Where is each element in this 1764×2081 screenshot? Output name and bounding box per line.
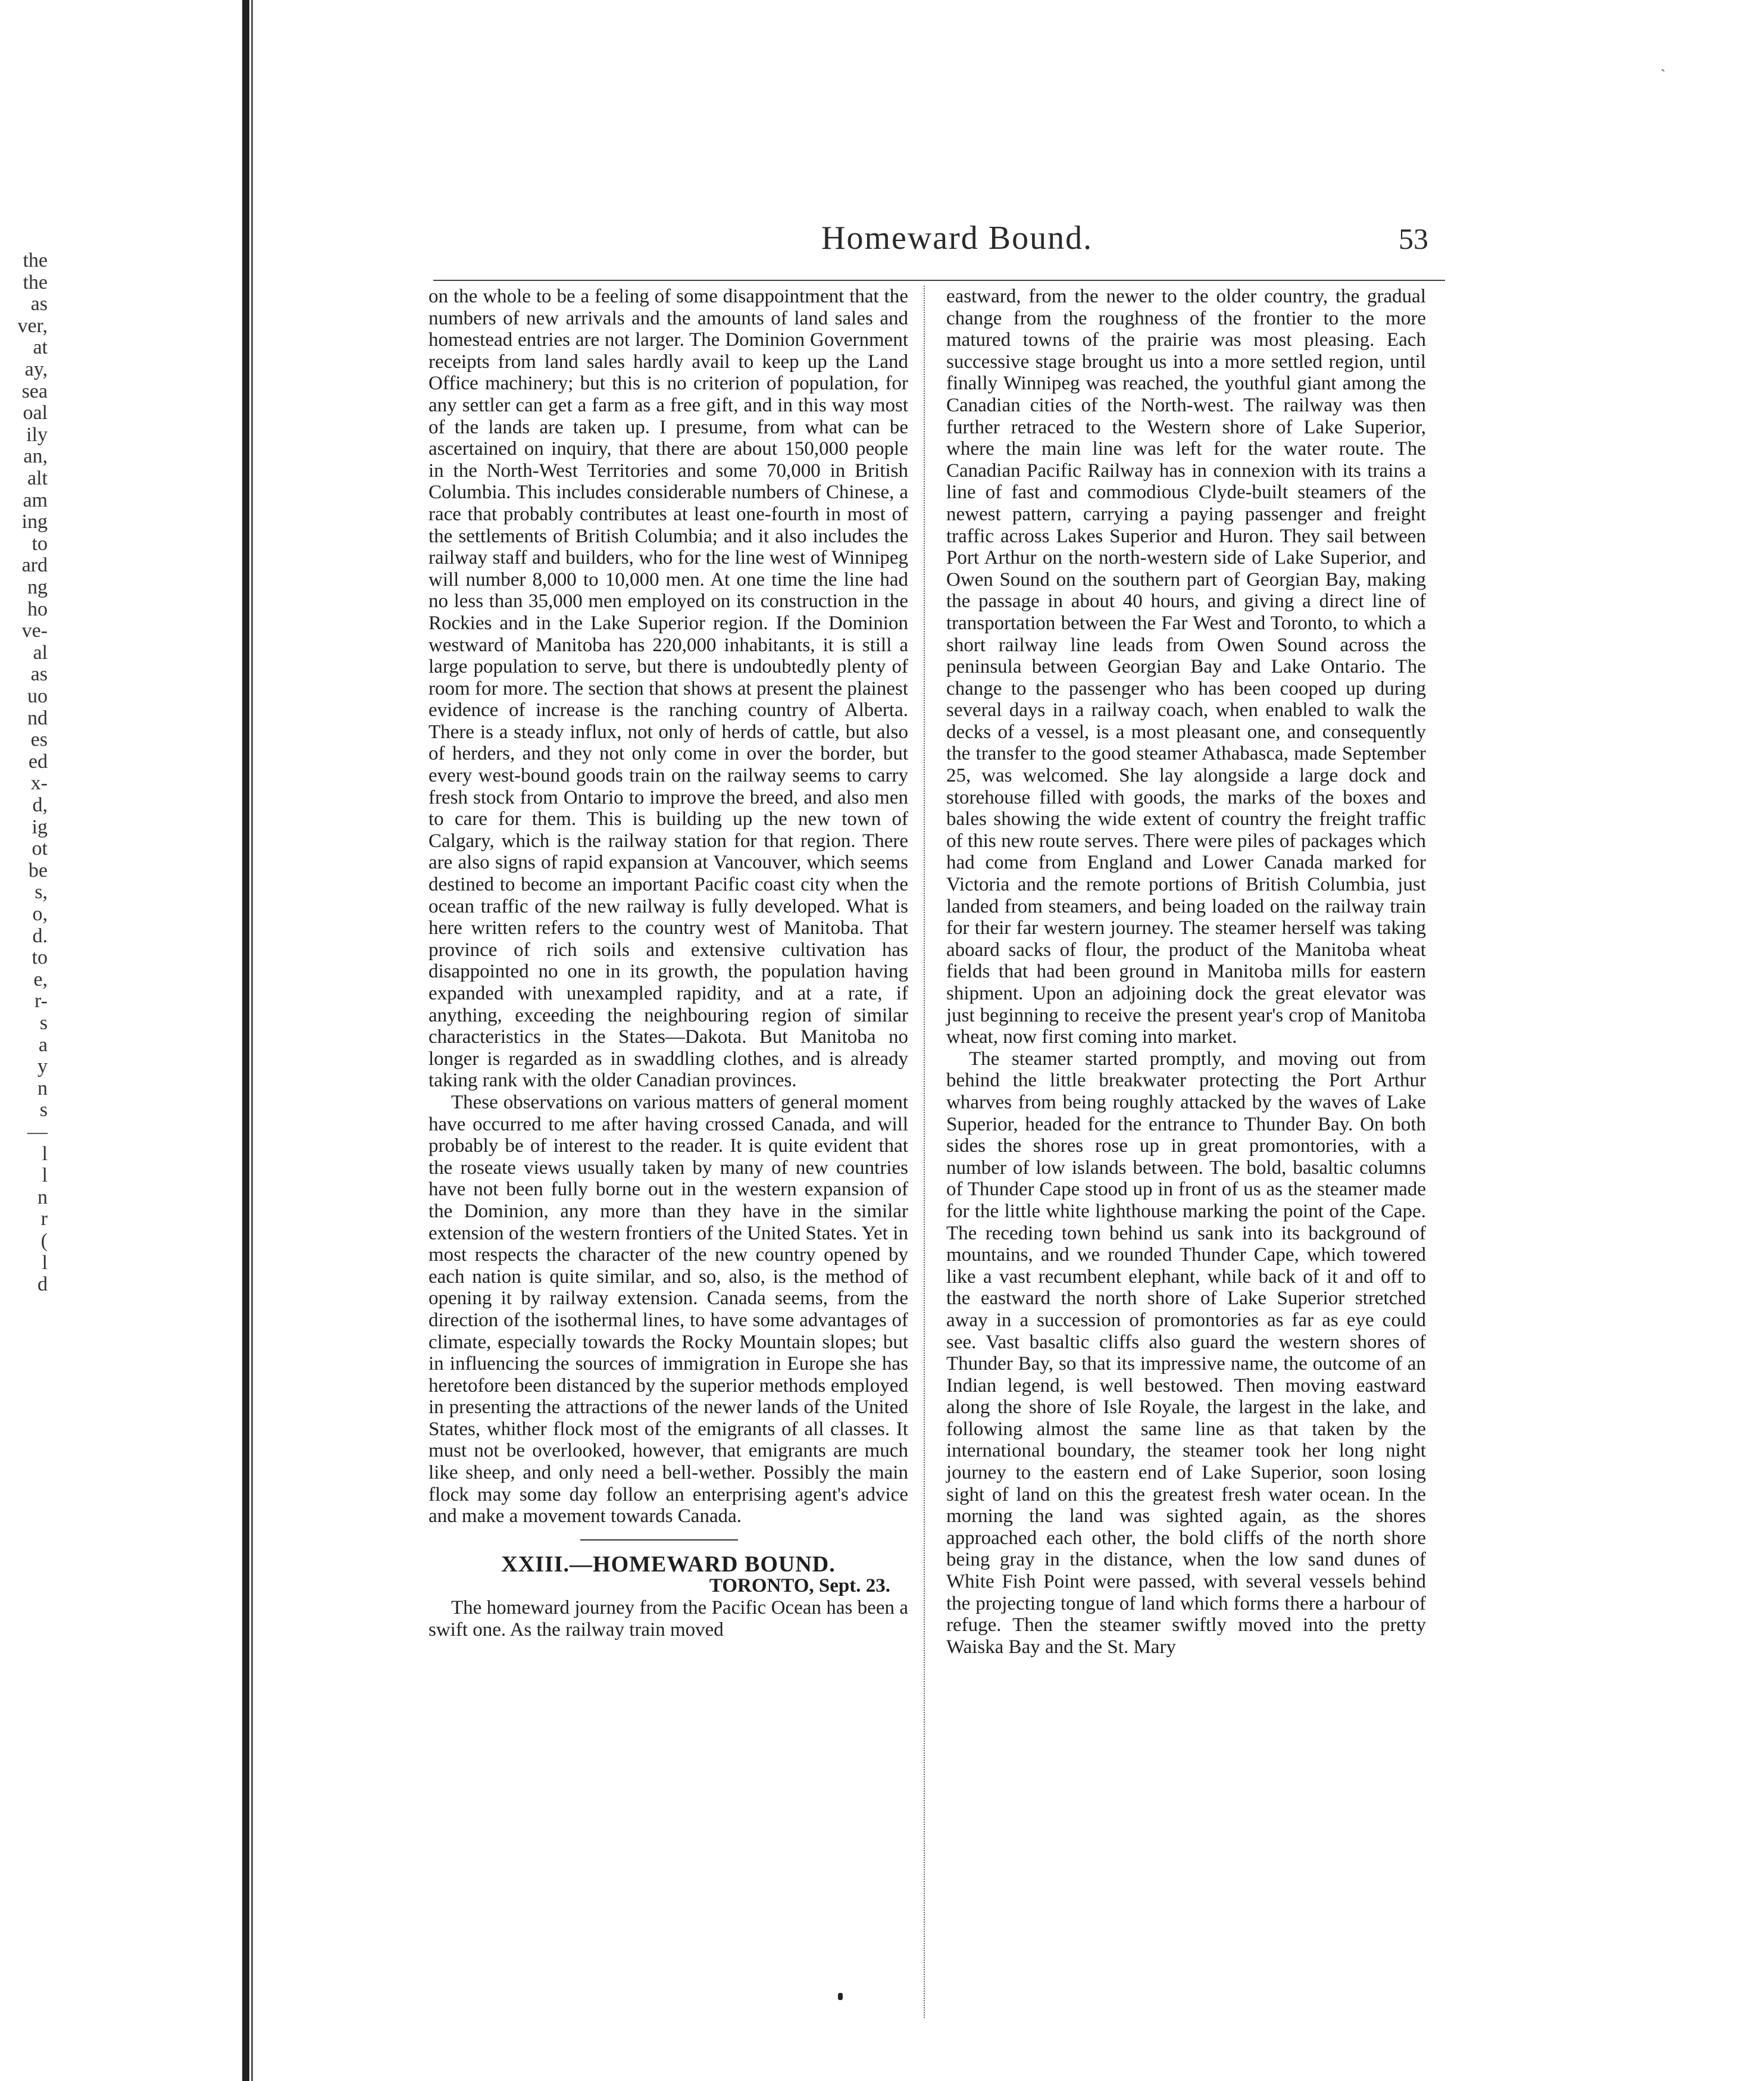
right-column <box>946 286 1426 1658</box>
running-head-title: Homeward Bound. <box>821 220 1093 257</box>
facing-page-fragment: uo <box>27 685 48 707</box>
binding-gutter <box>242 0 249 2081</box>
binding-gutter-edge <box>251 0 253 2081</box>
facing-page-fragment: ng <box>27 576 48 598</box>
facing-page-fragment: d. <box>32 924 48 947</box>
facing-page-fragment: l <box>42 1251 48 1274</box>
facing-page-fragment: ho <box>27 598 48 620</box>
facing-page-fragment: alt <box>27 467 48 489</box>
page-number: 53 <box>1399 222 1428 255</box>
left-column <box>429 286 908 1641</box>
right-paragraph-2: The steamer started promptly, and moving out from behind the little breakwater protecting the Port Arthur wharves from being roughly attacked by the waves of Lake Superior, headed for the entrance to Thunder Bay. On both sides the shores rose up in great promontories, with a number of low islands between. The bold, basaltic columns of Thunder Cape stood up in front of us as the steamer made for the little white lighthouse marking the point of the Cape. The receding town behind us sank into its background of mountains, and we rounded Thunder Cape, which towered like a vast recumbent elephant, while back of it and off to the eastward the north shore of Lake Superior stretched away in a succession of promontories as far as eye could see. Vast basaltic cliffs also guard the western shores of Thunder Bay, so that its impressive name, the outcome of an Indian legend, is well bestowed. Then moving eastward along the shore of Isle Royale, the largest in the lake, and following almost the same line as that taken by the international boundary, the steamer took her long night journey to the eastern end of Lake Superior, soon losing sight of land on this the greatest fresh water ocean. In the morning the land was sighted again, as the shores approached each other, the bold cliffs of the north shore being gray in the distance, when the low sand dunes of White Fish Point were passed, with several vessels behind the projecting tongue of land which forms there a harbour of refuge. Then the steamer swiftly moved into the pretty Waiska Bay and the St. Mary <box>946 1048 1426 1658</box>
facing-page-fragment: n <box>37 1077 48 1099</box>
facing-page-fragment: ot <box>32 838 48 860</box>
facing-page-fragment: the <box>23 249 48 271</box>
corner-mark: ` <box>1660 67 1666 84</box>
section-paragraph: The homeward journey from the Pacific Ocean has been a swift one. As the railway train moved <box>429 1597 908 1641</box>
facing-page-fragment: s, <box>35 881 48 904</box>
facing-page-fragment: es <box>30 729 48 751</box>
facing-page-fragment: e, <box>33 968 48 990</box>
facing-page-fragment: ard <box>21 554 48 577</box>
facing-page-fragment: as <box>30 293 48 315</box>
facing-page-fragment: nd <box>27 707 48 729</box>
right-paragraph-1: eastward, from the newer to the older country, the gradual change from the roughness of the frontier to the more matured towns of the prairie was most pleasing. Each successive stage brought us into a more settled region, until finally Winnipeg was reached, the youthful giant among the Canadian cities of the North-west. The railway was then further retraced to the Western shore of Lake Superior, where the main line was left for the water route. The Canadian Pacific Railway has in connexion with its trains a line of fast and commodious Clyde-built steamers of the newest pattern, carrying a paying passenger and freight traffic across Lakes Superior and Huron. They sail between Port Arthur on the north-western side of Lake Superior, and Owen Sound on the southern part of Georgian Bay, making the passage in about 40 hours, and giving a direct line of transportation between the Far West and Toronto, to which a short railway line leads from Owen Sound across the peninsula between Georgian Bay and Lake Ontario. The change to the passenger who has been cooped up during several days in a railway coach, when enabled to walk the decks of a vessel, is a most pleasant one, and consequently the transfer to the good steamer Athabasca, made September 25, was welcomed. She lay alongside a large dock and storehouse filled with goods, the marks of the boxes and bales showing the wide extent of country the freight traffic of this new route serves. There were piles of packages which had come from England and Lower Canada marked for Victoria and the remote portions of British Columbia, just landed from steamers, and being loaded on the railway train for their far western journey. The steamer herself was taking aboard sacks of flour, the product of the Manitoba wheat fields that had been ground in Manitoba mills for eastern shipment. Upon an adjoining dock the great elevator was just beginning to receive the present year's crop of Manitoba wheat, now first coming into market. <box>946 286 1426 1048</box>
facing-page-fragment: o, <box>32 903 48 925</box>
dateline: TORONTO, Sept. 23. <box>709 1575 890 1597</box>
page-mark <box>838 1993 843 2000</box>
header-rule <box>433 280 1445 281</box>
facing-page-fragment: ily <box>26 423 48 446</box>
running-header <box>821 219 1428 267</box>
facing-page-fragment: a <box>38 1033 48 1056</box>
facing-page-fragment: ed <box>28 750 48 773</box>
facing-page-fragment: y <box>37 1055 48 1078</box>
facing-page-fragment: r <box>40 1208 48 1230</box>
facing-page-fragment: l <box>42 1142 48 1165</box>
facing-page-fragment: s <box>39 1012 48 1034</box>
facing-page-fragment: be <box>28 859 48 882</box>
facing-page-fragment: x- <box>30 772 48 795</box>
left-paragraph-1: on the whole to be a feeling of some disappointment that the numbers of new arrivals and the amounts of land sales and homestead entries are not larger. The Dominion Government receipts from land sales hardly avail to keep up the Land Office machinery; but this is no criterion of population, for any settler can get a farm as a free gift, and in this way most of the lands are taken up. I presume, from what can be ascertained on inquiry, that there are about 150,000 people in the North-West Territories and some 70,000 in British Columbia. This includes considerable numbers of Chinese, a race that probably contributes at least one-fourth in most of the settlements of British Columbia; and it also includes the railway staff and builders, who for the line west of Winnipeg will number 8,000 to 10,000 men. At one time the line had no less than 35,000 men employed on its construction in the Rockies and in the Lake Superior region. If the Dominion westward of Manitoba has 220,000 inhabitants, it is still a large population to serve, but there is undoubtedly plenty of room for more. The section that shows at present the plainest evidence of increase is the ranching country of Alberta. There is a steady influx, not only of herds of cattle, but also of herders, and they not only come in over the border, but every west-bound goods train on the railway seems to carry fresh stock from Ontario to improve the breed, and also men to care for them. This is building up the new town of Calgary, which is the railway station for that region. There are also signs of rapid expansion at Vancouver, which seems destined to become an important Pacific coast city when the ocean traffic of the new railway is fully developed. What is here written refers to the country west of Manitoba. That province of rich soils and extensive cultivation has disappointed no one in its growth, the population having expanded with unexampled rapidity, and at a rate, if anything, exceeding the neighbouring region of similar characteristics in the States—Dakota. But Manitoba no longer is regarded as in swaddling clothes, and is already taking rank with the older Canadian provinces. <box>429 286 908 1092</box>
facing-page-fragment: r- <box>35 990 48 1013</box>
facing-page-fragment: s <box>39 1099 48 1121</box>
facing-page-fragment: sea <box>21 380 48 402</box>
section-heading: XXIII.—HOMEWARD BOUND. <box>501 1551 836 1577</box>
facing-page-fragment: d <box>37 1273 48 1296</box>
facing-page-fragment: to <box>32 532 48 555</box>
facing-page-fragment: ve- <box>21 620 48 642</box>
facing-page-fragment: to <box>32 946 48 969</box>
column-separator <box>924 286 925 2018</box>
left-paragraph-2: These observations on various matters of general moment have occurred to me after having crossed Canada, and will probably be of interest to the reader. It is quite evident that the roseate views usually taken by many of new countries have not been fully borne out in the western expansion of the Dominion, any more than they have in the similar extension of the western frontiers of the United States. Yet in most respects the character of the new country opened by each nation is quite similar, and so, also, is the method of opening it by railway extension. Canada seems, from the direction of the isothermal lines, to have some advantages of climate, especially towards the Rocky Mountain slopes; but in influencing the sources of immigration in Europe she has heretofore been distanced by the superior methods employed in presenting the attractions of the newer lands of the United States, whither flock most of the emigrants of all classes. It must not be overlooked, however, that emigrants are much like sheep, and only need a bell-wether. Possibly the main flock may some day follow an enterprising agent's advice and make a movement towards Canada. <box>429 1091 908 1527</box>
facing-page-fragment: ver, <box>17 314 48 337</box>
facing-page-fragment: ing <box>21 511 48 533</box>
section-rule <box>580 1539 738 1541</box>
facing-page-fragment: d, <box>32 794 48 816</box>
facing-page-fragment: as <box>30 663 48 686</box>
facing-page-fragment: — <box>27 1121 48 1143</box>
facing-page-fragment: ay, <box>24 358 48 380</box>
facing-page-fragment: the <box>23 271 48 293</box>
facing-page-fragment: at <box>33 336 48 359</box>
facing-page-fragment: ( <box>40 1230 48 1252</box>
facing-page-fragment: n <box>37 1186 48 1208</box>
facing-page-fragment: an, <box>23 445 48 468</box>
facing-page-fragment: ig <box>32 815 48 838</box>
section-rule-spacer <box>429 1527 908 1554</box>
facing-page-fragment: l <box>42 1164 48 1187</box>
facing-page-fragment: am <box>23 489 48 511</box>
facing-page-fragment: oal <box>23 402 48 424</box>
facing-page-fragment: al <box>33 641 48 664</box>
